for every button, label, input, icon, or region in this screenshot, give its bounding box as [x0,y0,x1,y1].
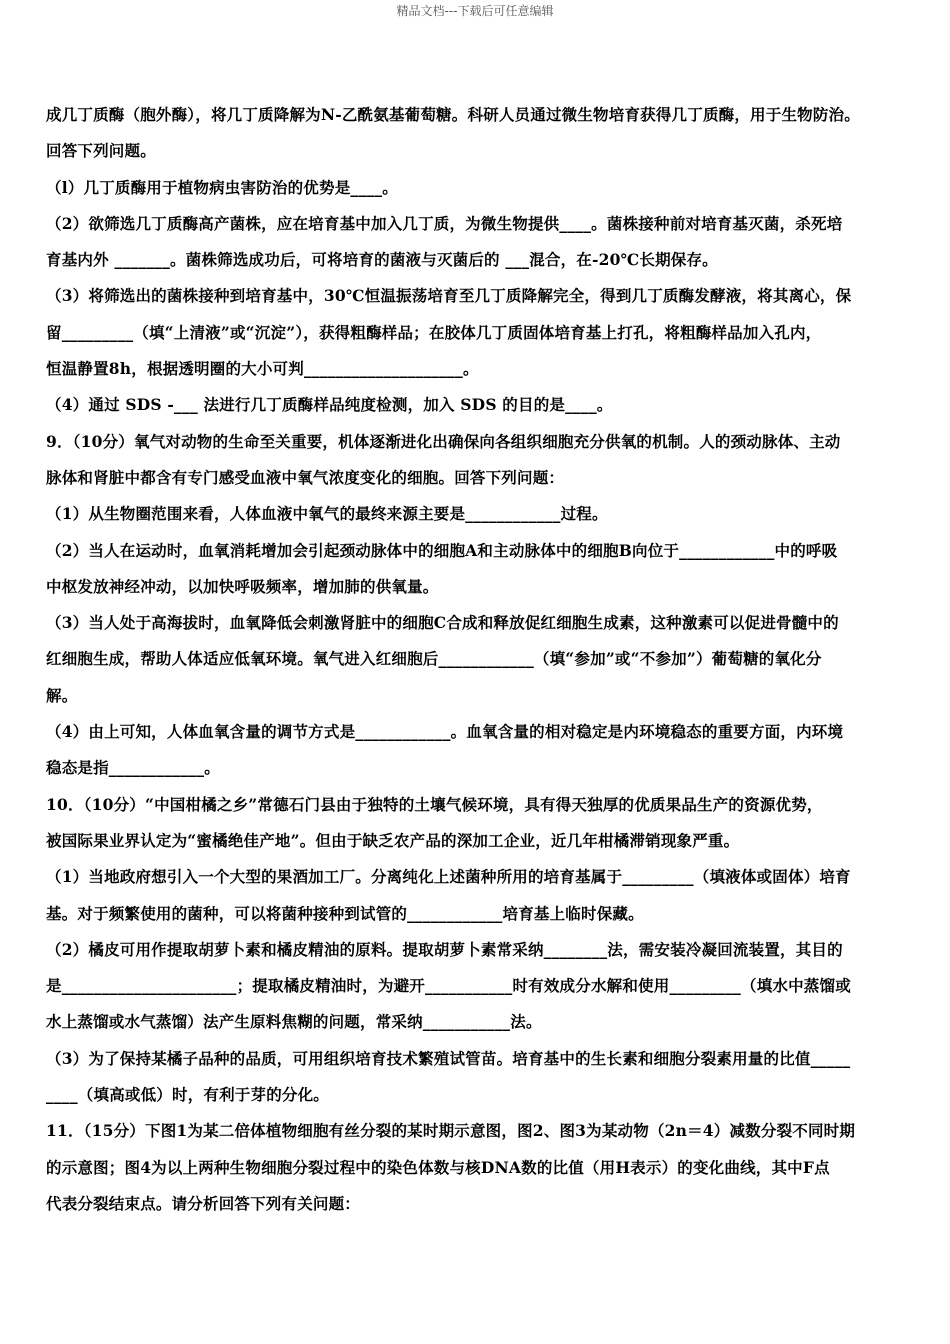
text-line: 脉体和肾脏中都含有专门感受血液中氧气浓度变化的细胞。回答下列问题： [46,467,565,487]
text-line: 是______________________；提取橘皮精油时，为避开___________时有效成分水解和使用_________（填水中蒸馏或 [46,976,851,996]
question-9-stem: 9．（10分）氧气对动物的生命至关重要，机体逐渐进化出确保向各组织细胞充分供氧的机制。人的颈动脉体、主动 [46,431,841,451]
question-10-stem: 10．（10分）“中国柑橘之乡”常德石门县由于独特的土壤气候环境，具有得天独厚的优质果品生产的资源优势， [46,794,823,814]
question-8-part-3: （3）将筛选出的菌株接种到培育基中，30℃恒温振荡培育至几丁质降解完全，得到几丁质酶发酵液，将其离心，保 [46,286,852,306]
text-line: 的示意图；图4为以上两种生物细胞分裂过程中的染色体数与核DNA数的比值（用H表示）的变化曲线，其中F点 [46,1157,830,1177]
question-9-part-2: （2）当人在运动时，血氧消耗增加会引起颈动脉体中的细胞A和主动脉体中的细胞B向位于____________中的呼吸 [46,540,838,560]
text-line: 红细胞生成，帮助人体适应低氧环境。氧气进入红细胞后____________（填“参加”或“不参加”）葡萄糖的氧化分 [46,649,822,669]
text-line: 成几丁质酶（胞外酶），将几丁质降解为N-乙酰氨基葡萄糖。科研人员通过微生物培育获得几丁质酶，用于生物防治。 [46,105,860,124]
question-10-part-2: （2）橘皮可用作提取胡萝卜素和橘皮精油的原料。提取胡萝卜素常采纳________法，需安装冷凝回流装置，其目的 [46,939,843,959]
text-line: 回答下列问题。 [46,141,156,161]
text-line: 稳态是指____________。 [46,758,220,778]
text-line: 代表分裂结束点。请分析回答下列有关问题： [46,1193,361,1213]
text-line: 基。对于频繁使用的菌种，可以将菌种接种到试管的____________培育基上临时保藏。 [46,903,644,923]
text-line: 被国际果业界认定为“蜜橘绝佳产地”。但由于缺乏农产品的深加工企业，近几年柑橘滞销现象严重。 [46,830,740,850]
text-line: 恒温静置8h，根据透明圈的大小可判____________________。 [46,359,479,379]
question-9-part-1: （1）从生物圈范围来看，人体血液中氧气的最终来源主要是____________过程。 [46,504,608,524]
page-header-watermark: 精品文档---下载后可任意编辑 [396,4,554,18]
text-line: 水上蒸馏或水气蒸馏）法产生原料焦糊的问题，常采纳___________法。 [46,1012,542,1032]
document-body [46,97,916,1222]
text-line: 中枢发放神经冲动，以加快呼吸频率，增加肺的供氧量。 [46,576,439,596]
text-line: 解。 [46,685,78,705]
question-8-part-4: （4）通过 SDS -___ 法进行几丁质酶样品纯度检测，加入 SDS 的目的是____。 [46,395,613,415]
text-line: 育基内外 _______。菌株筛选成功后，可将培育的菌液与灭菌后的 ___混合，在-20℃长期保存。 [46,250,718,270]
text-line: ____（填高或低）时，有利于芽的分化。 [46,1085,330,1105]
question-10-part-3: （3）为了保持某橘子品种的品质，可用组织培育技术繁殖试管苗。培育基中的生长素和细胞分裂素用量的比值_____ [46,1048,851,1068]
question-10-part-1: （1）当地政府想引入一个大型的果酒加工厂。分离纯化上述菌种所用的培育基属于_________（填液体或固体）培育 [46,867,851,887]
question-11-stem: 11．（15分）下图1为某二倍体植物细胞有丝分裂的某时期示意图，图2、图3为某动物（2n＝4）减数分裂不同时期 [46,1121,856,1141]
question-9-part-4: （4）由上可知，人体血氧含量的调节方式是____________。血氧含量的相对稳定是内环境稳态的重要方面，内环境 [46,722,844,742]
text-line: 留_________（填“上清液”或“沉淀”），获得粗酶样品；在胶体几丁质固体培育基上打孔，将粗酶样品加入孔内， [46,322,822,342]
question-8-part-2: （2）欲筛选几丁质酶高产菌株，应在培育基中加入几丁质，为微生物提供____。菌株接种前对培育基灭菌，杀死培 [46,213,843,233]
question-9-part-3: （3）当人处于高海拔时，血氧降低会刺激肾脏中的细胞C合成和释放促红细胞生成素，这种激素可以促进骨髓中的 [46,613,839,633]
question-8-part-1: （l）几丁质酶用于植物病虫害防治的优势是____。 [46,177,398,197]
